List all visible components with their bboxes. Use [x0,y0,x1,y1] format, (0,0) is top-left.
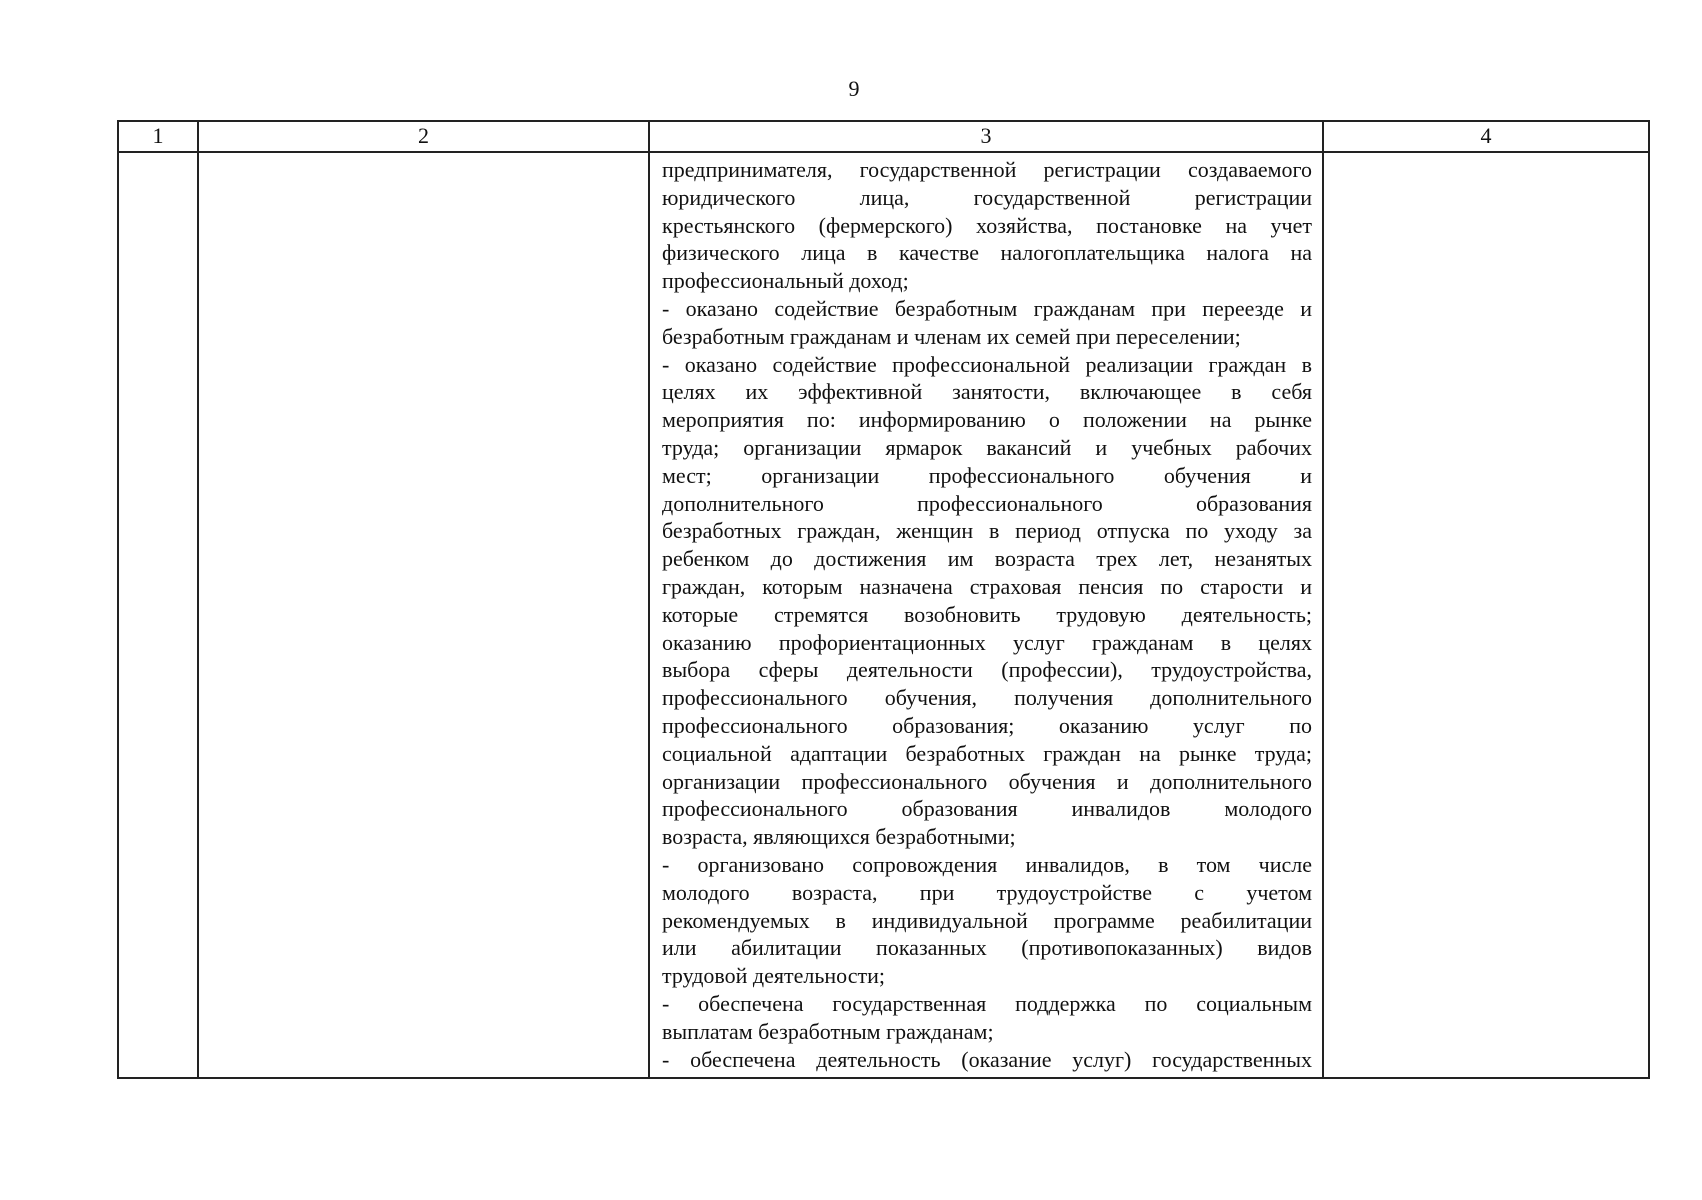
text-line: крестьянского (фермерского) хозяйства, постановке на учет [662,212,1312,238]
text-line: - обеспечена деятельность (оказание услуг) государственных [662,1046,1312,1072]
text-line: или абилитации показанных (противопоказанных) видов [662,935,1312,961]
text-line: рекомендуемых в индивидуальной программе реабилитации [662,907,1312,933]
text-line: мероприятия по: информированию о положении на рынке [662,407,1312,433]
table-row [118,152,1649,1078]
cell-column-3 [649,152,1323,1078]
text-line: безработных граждан, женщин в период отпуска по уходу за [662,518,1312,544]
text-line: - обеспечена государственная поддержка по социальным [662,990,1312,1016]
cell-column-1 [118,152,198,1078]
text-line: молодого возраста, при трудоустройстве с учетом [662,879,1312,905]
text-line: профессионального образования; оказанию услуг по [662,712,1312,738]
text-line: граждан, которым назначена страховая пенсия по старости и [662,573,1312,599]
text-line: целях их эффективной занятости, включающее в себя [662,379,1312,405]
text-line: мест; организации профессионального обучения и [662,462,1312,488]
text-line: социальной адаптации безработных граждан на рынке труда; [662,740,1312,766]
table-header-row [118,121,1649,152]
header-cell-2: 2 [198,121,649,152]
text-line: выплатам безработным гражданам; [662,1018,994,1044]
text-line: безработным гражданам и членам их семей при переселении; [662,323,1241,349]
text-line: оказанию профориентационных услуг гражданам в целях [662,629,1312,655]
text-line: выбора сферы деятельности (профессии), трудоустройства, [662,657,1312,683]
text-line: которые стремятся возобновить трудовую деятельность; [662,601,1312,627]
text-line: юридического лица, государственной регистрации [662,184,1312,210]
text-line: - оказано содействие профессиональной реализации граждан в [662,351,1312,377]
text-line: - оказано содействие безработным гражданам при переезде и [662,295,1312,321]
document-table [117,120,1650,1079]
text-line: - организовано сопровождения инвалидов, в том числе [662,851,1312,877]
text-line: физического лица в качестве налогоплательщика налога на [662,240,1312,266]
column-3-text [650,153,1322,1073]
text-line: дополнительного профессионального образования [662,490,1312,516]
header-cell-3: 3 [649,121,1323,152]
text-line: организации профессионального обучения и дополнительного [662,768,1312,794]
header-cell-4: 4 [1323,121,1649,152]
text-line: трудовой деятельности; [662,963,885,989]
page-number [0,76,1702,102]
text-line: профессионального обучения, получения дополнительного [662,685,1312,711]
text-line: возраста, являющихся безработными; [662,824,1016,850]
text-line: труда; организации ярмарок вакансий и учебных рабочих [662,434,1312,460]
header-cell-1: 1 [118,121,198,152]
page-number-text: 9 [848,76,860,101]
text-line: ребенком до достижения им возраста трех лет, незанятых [662,546,1312,572]
cell-column-2 [198,152,649,1078]
text-line: предпринимателя, государственной регистрации создаваемого [662,157,1312,182]
cell-column-4 [1323,152,1649,1078]
text-line: профессиональный доход; [662,268,909,294]
text-line: профессионального образования инвалидов молодого [662,796,1312,822]
